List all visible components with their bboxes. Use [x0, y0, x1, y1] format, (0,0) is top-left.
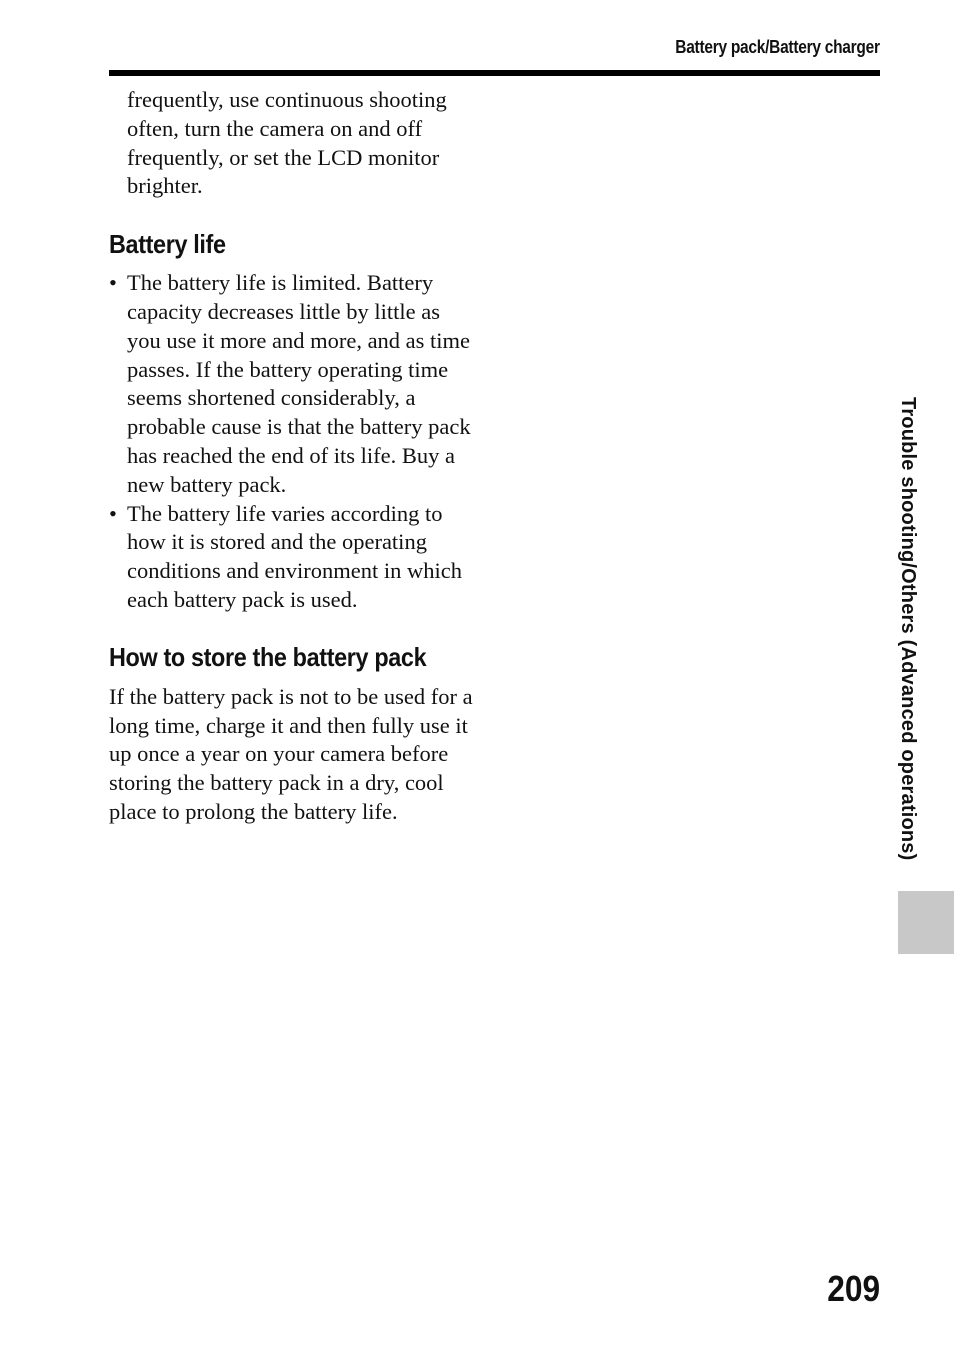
list-item-text: The battery life is limited. Battery capacity decreases little by little as you use it more and more, and as time passes. If the battery operating time seems shortened considerably, a probable cause is that the battery pack has reached the end of its life. Buy a new battery pack. [127, 270, 471, 497]
header-rule [109, 70, 880, 76]
store-paragraph: If the battery pack is not to be used for a long time, charge it and then fully use it up once a year on your camera before storing the battery pack in a dry, cool place to prolong the battery life. [109, 683, 473, 824]
running-header: Battery pack/Battery charger [675, 37, 880, 57]
bullet-icon: • [109, 270, 117, 296]
continued-line: frequently, or set the LCD monitor [127, 144, 440, 170]
continued-line: frequently, use continuous shooting [127, 87, 447, 112]
side-tab-label: Trouble shooting/Others (Advanced operations) [897, 397, 919, 861]
list-item [109, 269, 479, 499]
continued-paragraph [127, 86, 479, 201]
continued-line: brighter. [127, 173, 203, 199]
page-number: 209 [827, 1268, 880, 1309]
list-item-text: The battery life varies according to how it is stored and the operating conditions and environment in which each battery pack is used. [127, 500, 462, 612]
heading-battery-life: Battery life [109, 229, 226, 260]
list-item [109, 500, 479, 615]
main-column [109, 86, 479, 827]
battery-life-list [109, 269, 479, 615]
bullet-icon: • [109, 500, 117, 526]
side-tab-marker [898, 891, 954, 954]
continued-line: often, turn the camera on and off [127, 115, 423, 141]
heading-store-battery: How to store the battery pack [109, 641, 427, 672]
